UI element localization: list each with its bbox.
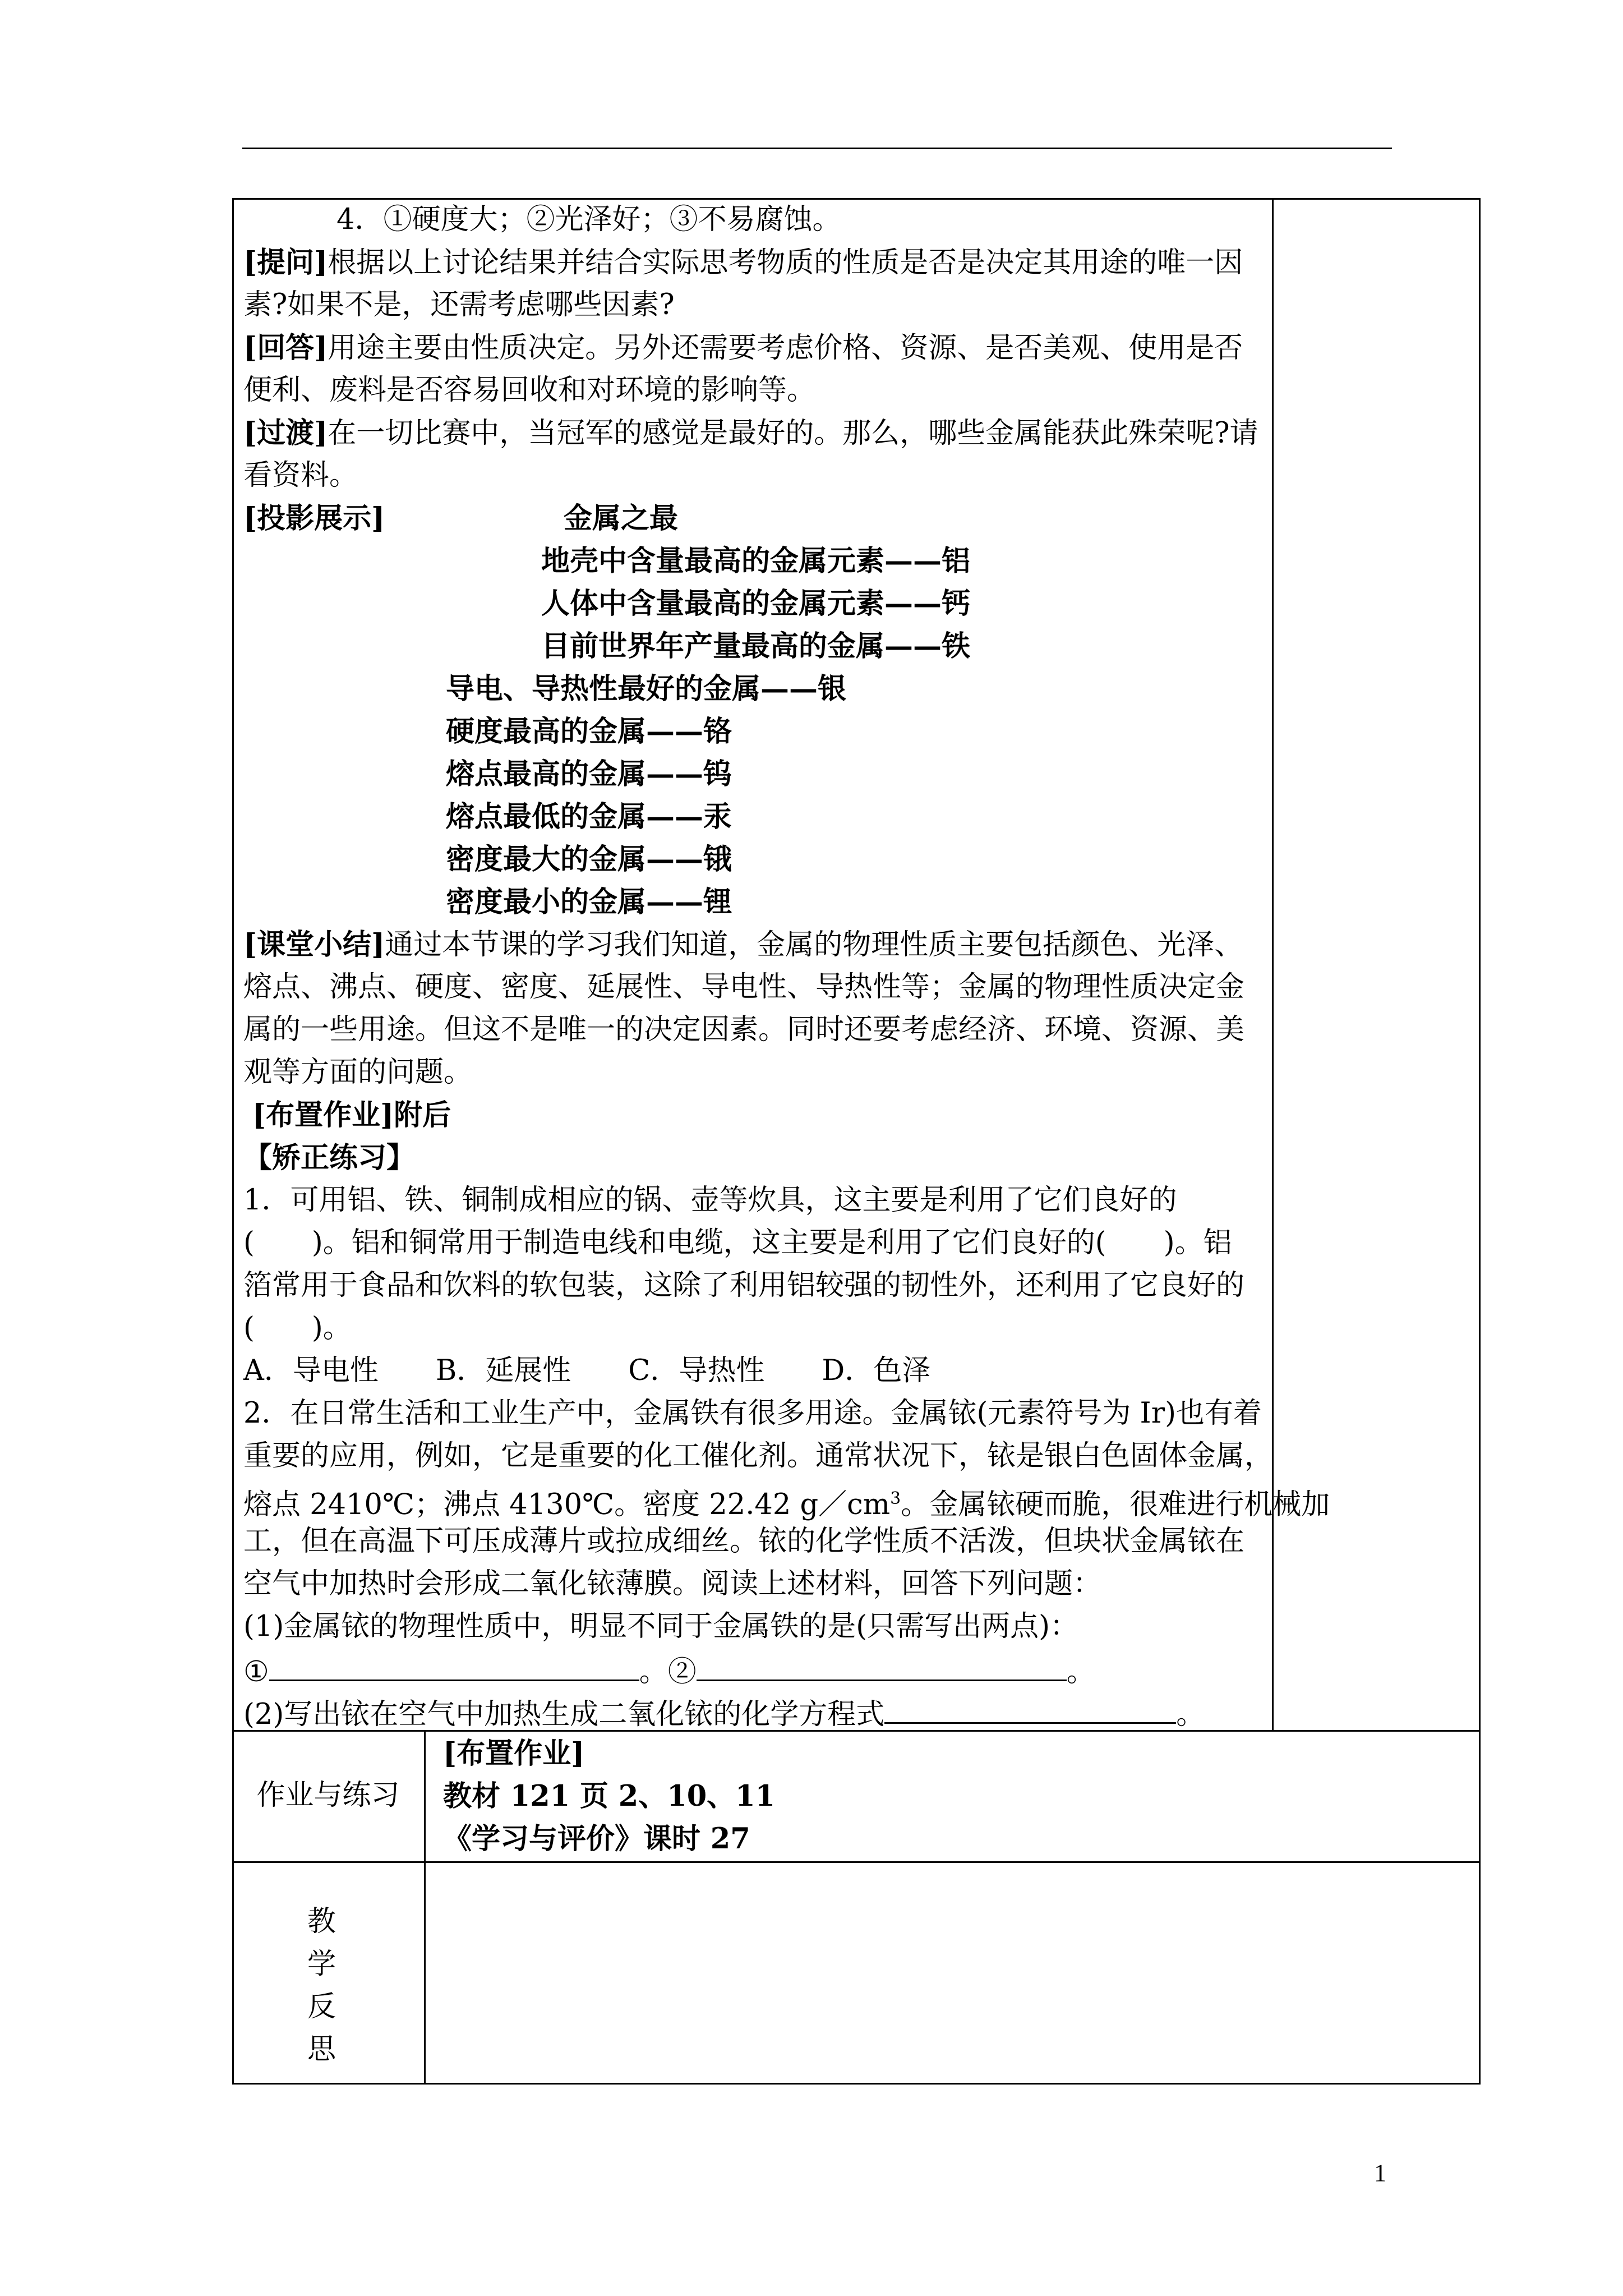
metal-record-item: 密度最大的金属——锇: [446, 843, 732, 876]
answer-blank-2[interactable]: [697, 1653, 1067, 1681]
answer-line-2: 便利、废料是否容易回收和对环境的影响等。: [243, 374, 816, 407]
transition-paragraph: [243, 416, 1258, 450]
homework-label: 作业与练习: [256, 1779, 400, 1812]
exercise-2-line-4: 工，但在高温下可压成薄片或拉成细丝。铱的化学性质不活泼，但块状金属铱在: [243, 1525, 1245, 1558]
metal-records-title: 金属之最: [564, 501, 679, 535]
transition-tag: [过渡]: [243, 416, 328, 450]
homework-note: [布置作业]附后: [252, 1098, 451, 1132]
metal-record-item: 熔点最低的金属——汞: [446, 800, 732, 834]
exercise-1-line-1: 1．可用铝、铁、铜制成相应的锅、壶等炊具，这主要是利用了它们良好的: [243, 1184, 1177, 1217]
header-rule: [242, 148, 1392, 149]
summary-text: 通过本节课的学习我们知道，金属的物理性质主要包括颜色、光泽、: [385, 928, 1243, 961]
exercise-2-line-3a: 熔点 2410℃；沸点 4130℃。密度 22.42 g／cm: [243, 1488, 891, 1521]
exercise-2-line-3: [243, 1482, 1330, 1522]
exercise-2-q1-blanks: [243, 1653, 1095, 1689]
exercise-1-line-4: ( )。: [243, 1312, 352, 1345]
metal-record-item: 硬度最高的金属——铬: [446, 715, 732, 748]
question-tag: [提问]: [243, 246, 328, 279]
answer-paragraph: [243, 331, 1243, 365]
summary-line-2: 熔点、沸点、硬度、密度、延展性、导电性、导热性等；金属的物理性质决定金: [243, 970, 1245, 1004]
question-text: 根据以上讨论结果并结合实际思考物质的性质是否是决定其用途的唯一因: [328, 246, 1243, 279]
metal-record-item: 熔点最高的金属——钨: [446, 757, 732, 791]
circled-1: ①: [243, 1655, 269, 1688]
homework-title: [布置作业]: [443, 1737, 585, 1770]
projection-tag: [投影展示]: [243, 501, 385, 535]
metal-record-item: 人体中含量最高的金属元素——钙: [541, 587, 971, 620]
superscript-3: 3: [890, 1489, 901, 1508]
transition-text: 在一切比赛中，当冠军的感觉是最好的。那么，哪些金属能获此殊荣呢?请: [328, 417, 1258, 450]
exercise-2-q1: (1)金属铱的物理性质中，明显不同于金属铁的是(只需写出两点)：: [243, 1610, 1079, 1643]
equation-blank[interactable]: [884, 1695, 1176, 1724]
label-column-divider: [424, 1730, 426, 2085]
exercise-2-q2: [243, 1695, 1205, 1732]
row-divider-reflection: [232, 1861, 1481, 1863]
summary-line-3: 属的一些用途。但这不是唯一的决定因素。同时还要考虑经济、环境、资源、美: [243, 1013, 1245, 1046]
reflection-char: 思: [307, 2033, 336, 2066]
circled-2: 。②: [639, 1655, 697, 1688]
exercise-1-line-2: ( )。铝和铜常用于制造电线和电缆，这主要是利用了它们良好的( )。铝: [243, 1226, 1232, 1259]
homework-line-2: 《学习与评价》课时 27: [443, 1822, 750, 1856]
practice-heading: 【矫正练习】: [243, 1141, 416, 1175]
metal-record-item: 导电、导热性最好的金属——银: [446, 672, 847, 706]
metal-record-item: 地壳中含量最高的金属元素——铝: [541, 544, 971, 578]
summary-tag: [课堂小结]: [243, 928, 385, 961]
question-line-2: 素?如果不是，还需考虑哪些因素?: [243, 288, 675, 321]
reflection-char: 反: [307, 1990, 336, 2023]
answer-tag: [回答]: [243, 331, 328, 365]
exercise-2-line-3b: 。金属铱硬而脆，很难进行机械加: [901, 1488, 1330, 1521]
answer-text: 用途主要由性质决定。另外还需要考虑价格、资源、是否美观、使用是否: [328, 332, 1243, 365]
reflection-char: 学: [307, 1948, 336, 1981]
transition-line-2: 看资料。: [243, 459, 358, 492]
page-number: 1: [1374, 2159, 1386, 2187]
reflection-char: 教: [307, 1905, 336, 1938]
period: 。: [1066, 1655, 1095, 1688]
homework-line-1: 教材 121 页 2、10、11: [443, 1779, 776, 1813]
answer-line-4: 4．①硬度大；②光泽好；③不易腐蚀。: [336, 203, 841, 236]
question-paragraph: [243, 246, 1243, 280]
exercise-1-line-3: 箔常用于食品和饮料的软包装，这除了利用铝较强的韧性外，还利用了它良好的: [243, 1269, 1245, 1302]
summary-paragraph: [243, 928, 1243, 962]
metal-record-item: 目前世界年产量最高的金属——铁: [541, 629, 971, 663]
exercise-2-line-5: 空气中加热时会形成二氧化铱薄膜。阅读上述材料，回答下列问题：: [243, 1567, 1102, 1600]
summary-line-4: 观等方面的问题。: [243, 1056, 473, 1089]
exercise-2-q2-text: (2)写出铱在空气中加热生成二氧化铱的化学方程式: [243, 1698, 885, 1731]
exercise-2-line-1: 2．在日常生活和工业生产中，金属铁有很多用途。金属铱(元素符号为 Ir)也有着: [243, 1397, 1262, 1430]
metal-record-item: 密度最小的金属——锂: [446, 885, 732, 919]
answer-blank-1[interactable]: [269, 1653, 639, 1681]
exercise-1-options: A．导电性 B．延展性 C．导热性 D．色泽: [243, 1354, 931, 1387]
period: 。: [1176, 1698, 1205, 1731]
exercise-2-line-2: 重要的应用，例如，它是重要的化工催化剂。通常状况下，铱是银白色固体金属，: [243, 1439, 1274, 1473]
